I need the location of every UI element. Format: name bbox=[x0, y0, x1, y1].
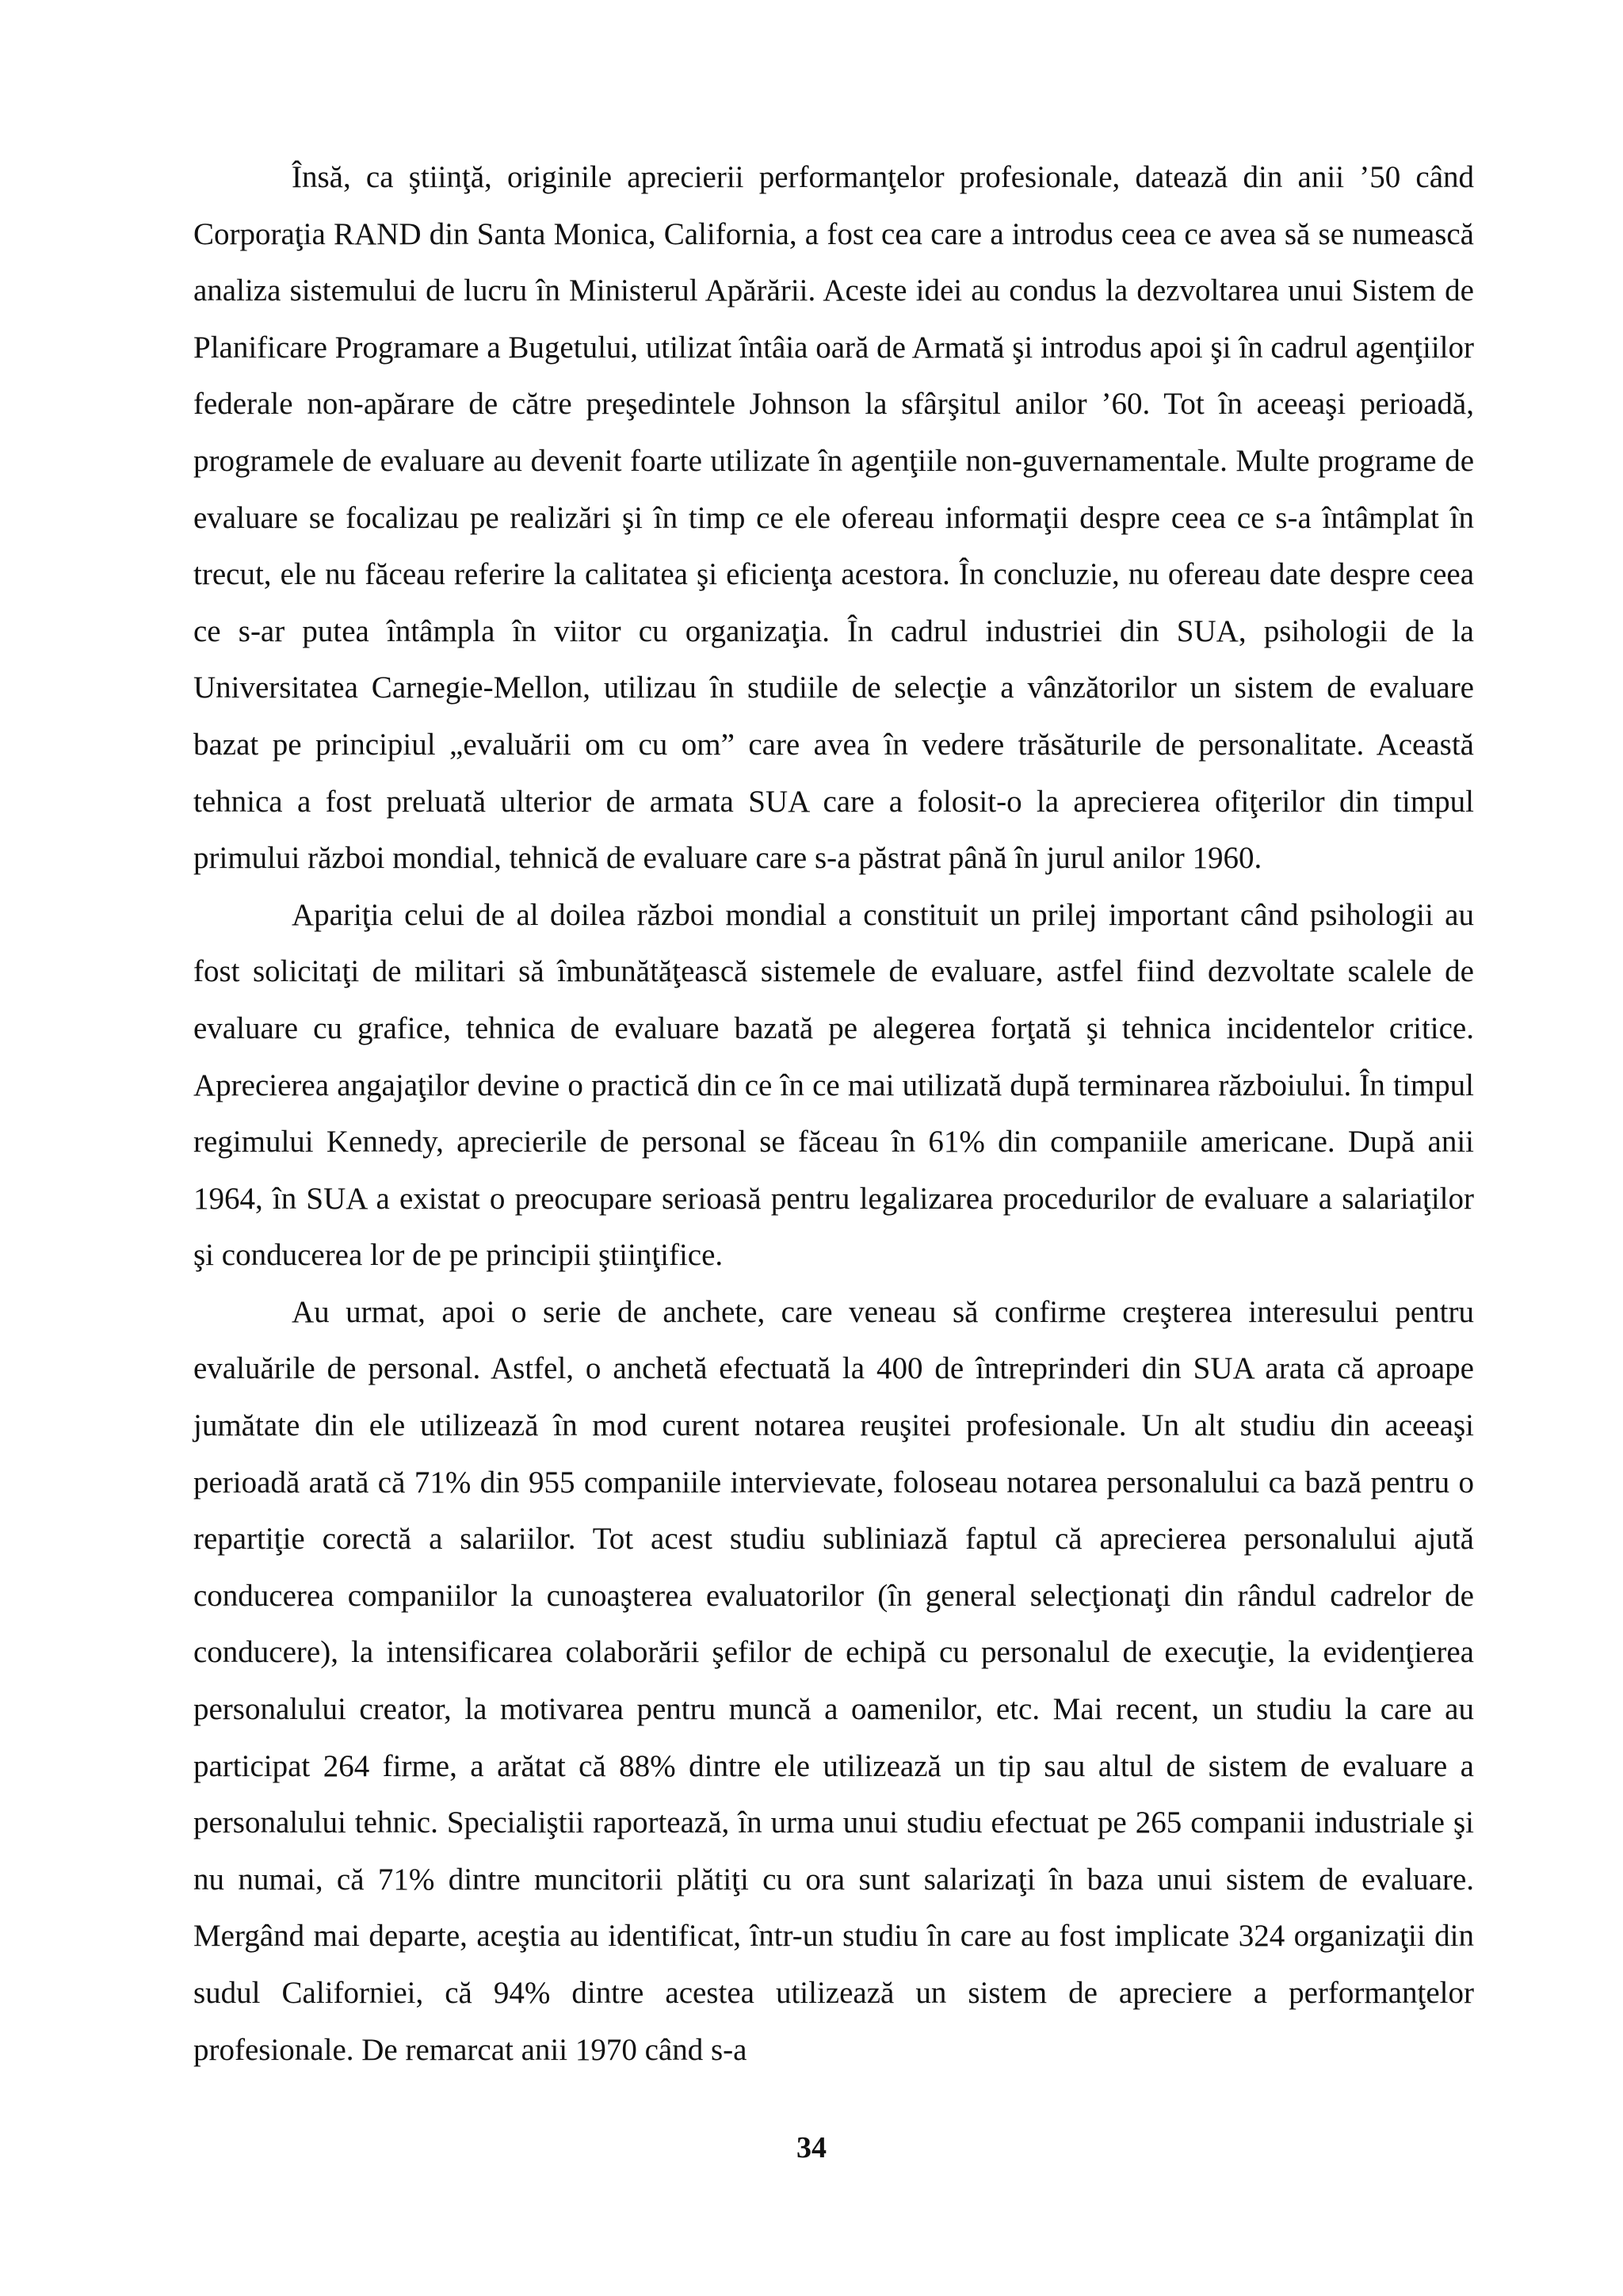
document-body bbox=[193, 149, 1474, 2078]
paragraph: Au urmat, apoi o serie de anchete, care veneau să confirme creşterea interesului pentru evaluările de personal. Astfel, o anchetă efectuată la 400 de întreprinderi din SUA arata că aproape jumătate din ele utilizează în mod curent notarea reuşitei profesionale. Un alt studiu din aceeaşi perioadă arată că 71% din 955 companiile intervievate, foloseau notarea personalului ca bază pentru o repartiţie corectă a salariilor. Tot acest studiu subliniază faptul că aprecierea personalului ajută conducerea companiilor la cunoaşterea evaluatorilor (în general selecţionaţi din rândul cadrelor de conducere), la intensificarea colaborării şefilor de echipă cu personalul de execuţie, la evidenţierea personalului creator, la motivarea pentru muncă a oamenilor, etc. Mai recent, un studiu la care au participat 264 firme, a arătat că 88% dintre ele utilizează un tip sau altul de sistem de evaluare a personalului tehnic. Specialiştii raportează, în urma unui studiu efectuat pe 265 companii industriale şi nu numai, că 71% dintre muncitorii plătiţi cu ora sunt salarizaţi în baza unui sistem de evaluare. Mergând mai departe, aceştia au identificat, într-un studiu în care au fost implicate 324 organizaţii din sudul Californiei, că 94% dintre acestea utilizează un sistem de apreciere a performanţelor profesionale. De remarcat anii 1970 când s-a bbox=[193, 1294, 1474, 2067]
page-number: 34 bbox=[796, 2131, 827, 2164]
paragraph: Însă, ca ştiinţă, originile aprecierii performanţelor profesionale, datează din anii ’50 când Corporaţia RAND din Santa Monica, California, a fost cea care a introdus ceea ce avea să se numească analiza sistemului de lucru în Ministerul Apărării. Aceste idei au condus la dezvoltarea unui Sistem de Planificare Programare a Bugetului, utilizat întâia oară de Armată şi introdus apoi şi în cadrul agenţiilor federale non-apărare de către preşedintele Johnson la sfârşitul anilor ’60. Tot în aceeaşi perioadă, programele de evaluare au devenit foarte utilizate în agenţiile non-guvernamentale. Multe programe de evaluare se focalizau pe realizări şi în timp ce ele ofereau informaţii despre ceea ce s-a întâmplat în trecut, ele nu făceau referire la calitatea şi eficienţa acestora. În concluzie, nu ofereau date despre ceea ce s-ar putea întâmpla în viitor cu organizaţia. În cadrul industriei din SUA, psihologii de la Universitatea Carnegie-Mellon, utilizau în studiile de selecţie a vânzătorilor un sistem de evaluare bazat pe principiul „evaluării om cu om” care avea în vedere trăsăturile de personalitate. Această tehnica a fost preluată ulterior de armata SUA care a folosit-o la aprecierea ofiţerilor din timpul primului război mondial, tehnică de evaluare care s-a păstrat până în jurul anilor 1960. bbox=[193, 160, 1474, 876]
paragraph: Apariţia celui de al doilea război mondial a constituit un prilej important când psihologii au fost solicitaţi de militari să îmbunătăţească sistemele de evaluare, astfel fiind dezvoltate scalele de evaluare cu grafice, tehnica de evaluare bazată pe alegerea forţată şi tehnica incidentelor critice. Aprecierea angajaţilor devine o practică din ce în ce mai utilizată după terminarea războiului. În timpul regimului Kennedy, aprecierile de personal se făceau în 61% din companiile americane. După anii 1964, în SUA a existat o preocupare serioasă pentru legalizarea procedurilor de evaluare a salariaţilor şi conducerea lor de pe principii ştiinţifice. bbox=[193, 897, 1474, 1273]
